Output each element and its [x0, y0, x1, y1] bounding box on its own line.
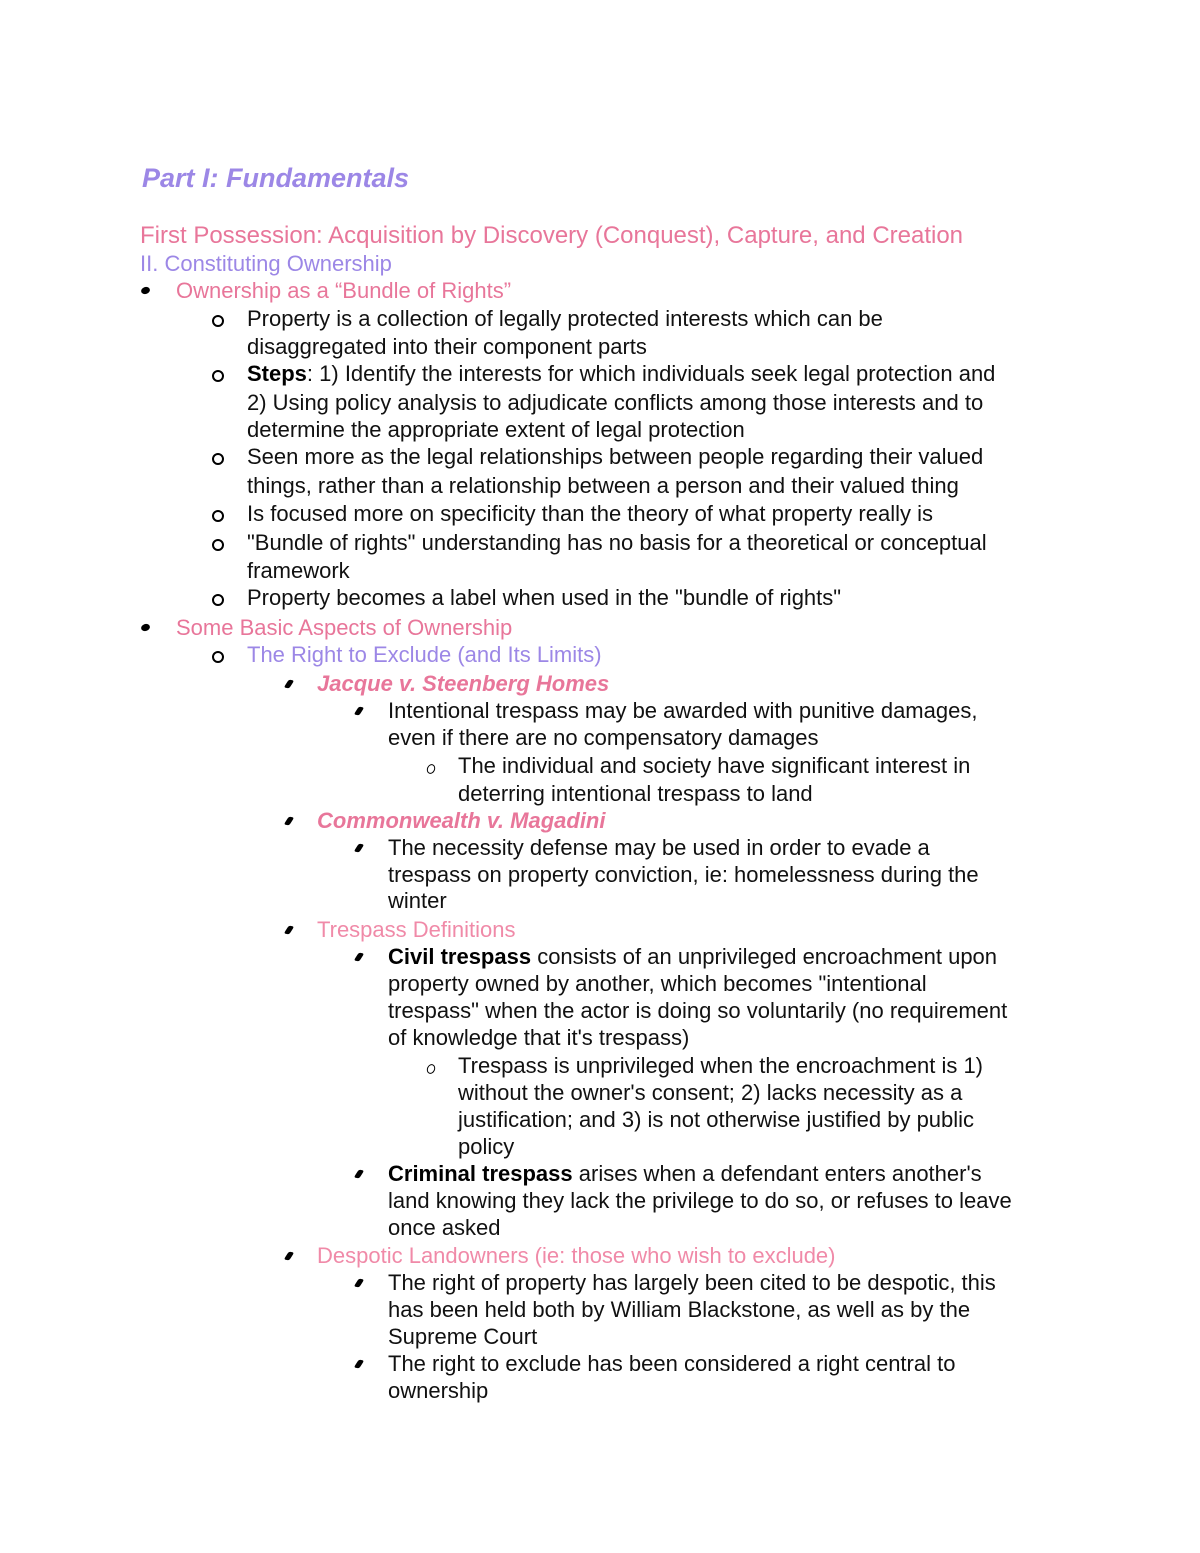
part-title: Part I: Fundamentals: [142, 163, 410, 193]
list-item-text: has been held both by William Blackstone, as well as by the: [388, 1297, 971, 1322]
list-item-text: policy: [458, 1134, 515, 1159]
list-item-text: Is focused more on specificity than the theory of what property really is: [247, 501, 933, 526]
case-name-jacque: Jacque v. Steenberg Homes: [317, 671, 610, 696]
list-item-text: arises when a defendant enters another's: [572, 1161, 982, 1186]
square-bullet-icon: [354, 844, 364, 853]
list-item-text: Property becomes a label when used in the "bundle of rights": [247, 585, 842, 610]
circle-bullet-icon: [212, 594, 224, 606]
list-item-text: framework: [247, 558, 350, 583]
circle-bullet-icon: [212, 315, 224, 327]
list-item-text: : 1) Identify the interests for which individuals seek legal protection and: [306, 361, 996, 386]
list-item-text: Intentional trespass may be awarded with punitive damages,: [388, 698, 978, 723]
circle-bullet-icon: [212, 453, 224, 465]
heading-bundle-of-rights: Ownership as a “Bundle of Rights”: [176, 278, 512, 303]
list-item-text: Trespass is unprivileged when the encroachment is 1): [458, 1053, 984, 1078]
circle-bullet-icon: [212, 370, 224, 382]
list-item-text: trespass on property conviction, ie: homelessness during the: [388, 862, 979, 887]
circle-bullet-icon: [212, 539, 224, 551]
heading-basic-aspects: Some Basic Aspects of Ownership: [176, 615, 513, 640]
section-title: First Possession: Acquisition by Discovery (Conquest), Capture, and Creation: [140, 222, 964, 249]
circle-bullet-icon: [212, 651, 224, 663]
bold-term: Steps: [247, 361, 307, 386]
square-bullet-icon: [284, 926, 294, 935]
list-item-text: without the owner's consent; 2) lacks necessity as a: [458, 1080, 963, 1105]
disc-bullet-icon: [140, 286, 151, 296]
list-item-text: ownership: [388, 1378, 489, 1403]
list-item-text: winter: [388, 888, 447, 913]
square-bullet-icon: [354, 1360, 364, 1369]
list-item-text: deterring intentional trespass to land: [458, 781, 813, 806]
list-item-text: The individual and society have significant interest in: [458, 753, 971, 778]
list-item-text: disaggregated into their component parts: [247, 334, 647, 359]
list-item-text: [388, 943, 997, 970]
square-bullet-icon: [354, 953, 364, 962]
square-bullet-icon: [354, 707, 364, 716]
list-item-text: Supreme Court: [388, 1324, 538, 1349]
square-bullet-icon: [284, 817, 294, 826]
circle-bullet-icon: [212, 510, 224, 522]
list-item-text: Seen more as the legal relationships between people regarding their valued: [247, 444, 984, 469]
square-bullet-icon: [354, 1170, 364, 1179]
list-item-text: The right to exclude has been considered a right central to: [388, 1351, 956, 1376]
heading-trespass-definitions: Trespass Definitions: [317, 917, 516, 942]
case-name-magadini: Commonwealth v. Magadini: [317, 808, 606, 833]
disc-bullet-icon: [140, 623, 151, 633]
heading-despotic-landowners: Despotic Landowners (ie: those who wish to exclude): [317, 1243, 836, 1268]
list-item-text: determine the appropriate extent of legal protection: [247, 417, 745, 442]
square-bullet-icon: [284, 1252, 294, 1261]
list-item-text: of knowledge that it's trespass): [388, 1025, 690, 1050]
square-bullet-icon: [284, 680, 294, 689]
list-item-text: "Bundle of rights" understanding has no basis for a theoretical or conceptual: [247, 530, 987, 555]
list-item-text: [388, 1160, 982, 1187]
bold-term: Civil trespass: [388, 944, 532, 969]
list-item-text: property owned by another, which becomes "intentional: [388, 971, 927, 996]
list-item-text: things, rather than a relationship between a person and their valued thing: [247, 473, 959, 498]
list-item-text: trespass" when the actor is doing so voluntarily (no requirement: [388, 998, 1008, 1023]
bold-term: Criminal trespass: [388, 1161, 573, 1186]
list-item-text: land knowing they lack the privilege to do so, or refuses to leave: [388, 1188, 1012, 1213]
list-item-text: even if there are no compensatory damages: [388, 725, 819, 750]
list-item-text: [247, 360, 995, 387]
heading-right-to-exclude: The Right to Exclude (and Its Limits): [247, 642, 602, 667]
list-item-text: consists of an unprivileged encroachment upon: [531, 944, 998, 969]
subsection-title: II. Constituting Ownership: [140, 251, 392, 276]
list-item-text: justification; and 3) is not otherwise justified by public: [458, 1107, 975, 1132]
list-item-text: The necessity defense may be used in order to evade a: [388, 835, 930, 860]
list-item-text: once asked: [388, 1215, 501, 1240]
open-circle-bullet-icon: [425, 763, 436, 775]
list-item-text: The right of property has largely been cited to be despotic, this: [388, 1270, 996, 1295]
list-item-text: Property is a collection of legally protected interests which can be: [247, 306, 883, 331]
square-bullet-icon: [354, 1279, 364, 1288]
list-item-text: 2) Using policy analysis to adjudicate conflicts among those interests and to: [247, 390, 984, 415]
open-circle-bullet-icon: [425, 1063, 436, 1075]
